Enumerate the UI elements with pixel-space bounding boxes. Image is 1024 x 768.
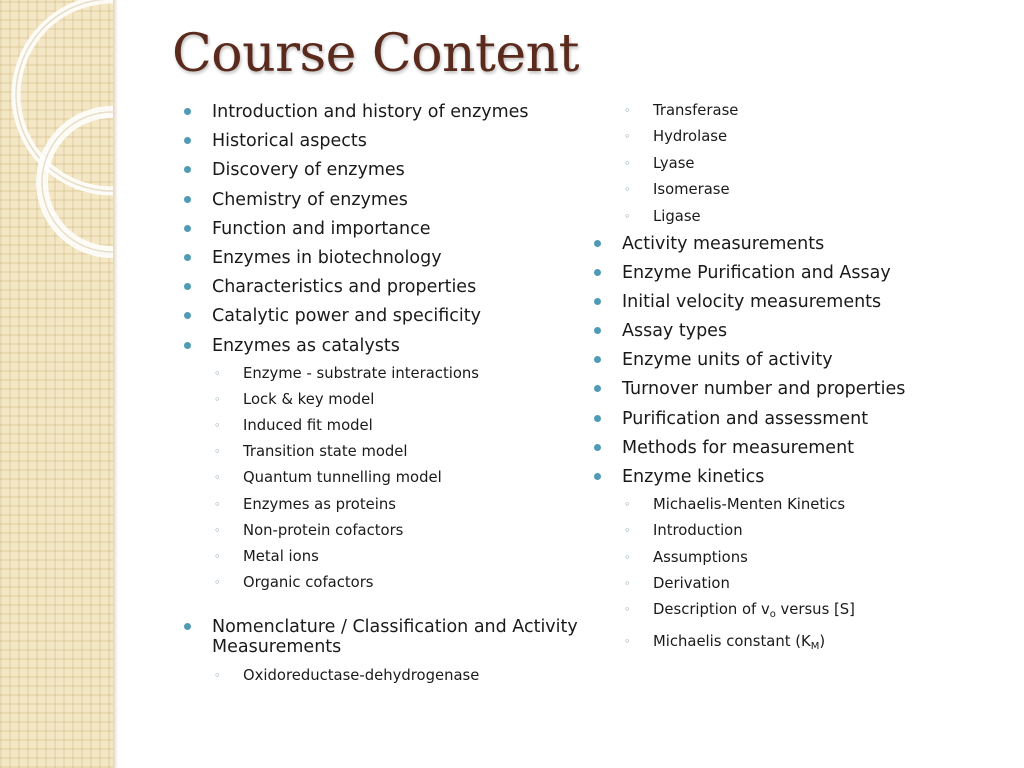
hollow-circle-bullet-icon: ◦	[624, 524, 631, 538]
bullet-text: Michaelis constant $(K_M)$	[653, 632, 826, 652]
filled-circle-bullet-icon	[594, 444, 601, 451]
sub-bullet-item	[184, 417, 594, 434]
decorative-side-panel	[0, 0, 113, 768]
hollow-circle-bullet-icon: ◦	[624, 634, 631, 648]
hollow-circle-bullet-icon: ◦	[624, 183, 631, 197]
subscript: M	[810, 640, 820, 652]
hollow-circle-bullet-icon: ◦	[214, 550, 221, 563]
filled-circle-bullet-icon	[594, 415, 601, 422]
filled-circle-bullet-icon	[184, 312, 191, 319]
bullet-text: Derivation	[653, 574, 730, 592]
bullet-text: Induced fit model	[243, 417, 373, 435]
hollow-circle-bullet-icon: ◦	[214, 523, 221, 537]
bullet-item	[594, 409, 1014, 429]
bullet-item	[594, 438, 1014, 458]
bullet-text: Methods for measurement	[622, 437, 855, 458]
bullet-item	[184, 248, 594, 268]
bullet-item	[594, 379, 1014, 399]
sub-bullet-item	[594, 575, 1014, 592]
bullet-text: Characteristics and properties	[212, 277, 477, 298]
bullet-text: Function and importance	[212, 218, 431, 239]
bullet-text: Historical aspects	[212, 131, 367, 152]
bullet-item	[184, 190, 594, 210]
sub-bullet-item	[594, 601, 1014, 623]
bullet-text: Transferase	[653, 102, 739, 119]
left-content-column	[184, 102, 594, 693]
sub-bullet-item	[594, 208, 1014, 225]
sub-bullet-item	[594, 128, 1014, 145]
bullet-item	[184, 617, 594, 657]
hollow-circle-bullet-icon: ◦	[624, 104, 631, 117]
bullet-text: Hydrolase	[653, 128, 728, 146]
filled-circle-bullet-icon	[184, 166, 191, 173]
bullet-item	[594, 263, 1014, 283]
sub-bullet-item	[184, 667, 594, 684]
bullet-text: Nomenclature / Classification and Activity Measurements	[212, 617, 578, 658]
hollow-circle-bullet-icon: ◦	[624, 497, 631, 511]
bullet-text: Purification and assessment	[622, 408, 869, 429]
filled-circle-bullet-icon	[184, 108, 191, 115]
filled-circle-bullet-icon	[184, 254, 191, 261]
bullet-item	[594, 350, 1014, 370]
hollow-circle-bullet-icon: ◦	[214, 668, 221, 682]
bullet-text: Introduction and history of enzymes	[212, 102, 529, 122]
filled-circle-bullet-icon	[184, 623, 191, 630]
sub-bullet-item	[184, 574, 594, 591]
sub-bullet-item	[594, 633, 1014, 655]
filled-circle-bullet-icon	[184, 283, 191, 290]
bullet-item	[184, 131, 594, 151]
bullet-text: Enzymes as proteins	[243, 495, 396, 513]
bullet-text: Assay types	[622, 321, 728, 342]
bullet-text: Enzymes as catalysts	[212, 335, 400, 356]
bullet-text: Enzyme units of activity	[622, 350, 833, 371]
bullet-text: Discovery of enzymes	[212, 160, 405, 181]
sub-bullet-item	[184, 496, 594, 513]
bullet-text: Non-protein cofactors	[243, 521, 404, 539]
sub-bullet-item	[594, 155, 1014, 172]
sub-bullet-item	[184, 365, 594, 382]
bullet-text: Michaelis-Menten Kinetics	[653, 495, 846, 513]
sub-bullet-item	[184, 443, 594, 460]
sub-bullet-item	[184, 548, 594, 565]
sub-bullet-item	[594, 181, 1014, 198]
hollow-circle-bullet-icon: ◦	[624, 576, 631, 590]
sub-bullet-item	[184, 391, 594, 408]
bullet-text: Activity measurements	[622, 233, 825, 254]
hollow-circle-bullet-icon: ◦	[214, 366, 221, 380]
left-bullet-list	[184, 102, 594, 684]
slide-title: Course Content	[172, 24, 580, 84]
bullet-item	[594, 467, 1014, 487]
bullet-text: Catalytic power and specificity	[212, 306, 481, 327]
hollow-circle-bullet-icon: ◦	[624, 156, 631, 170]
bullet-text: Turnover number and properties	[622, 379, 906, 400]
filled-circle-bullet-icon	[594, 269, 601, 276]
sub-bullet-item	[184, 522, 594, 539]
bullet-item	[184, 306, 594, 326]
hollow-circle-bullet-icon: ◦	[624, 603, 631, 617]
hollow-circle-bullet-icon: ◦	[214, 576, 221, 590]
filled-circle-bullet-icon	[184, 137, 191, 144]
bullet-text: Metal ions	[243, 548, 319, 565]
right-content-column	[594, 102, 1014, 664]
hollow-circle-bullet-icon: ◦	[214, 445, 221, 459]
decorative-rings	[0, 0, 113, 768]
filled-circle-bullet-icon	[184, 225, 191, 232]
bullet-text: Oxidoreductase-dehydrogenase	[243, 666, 480, 684]
side-panel-edge	[113, 0, 118, 768]
filled-circle-bullet-icon	[594, 327, 601, 334]
bullet-item	[184, 102, 594, 122]
sub-bullet-item	[184, 469, 594, 486]
bullet-text: Description of $v_o$ versus [S]	[653, 601, 855, 621]
bullet-text: Quantum tunnelling model	[243, 469, 442, 487]
hollow-circle-bullet-icon: ◦	[214, 419, 221, 433]
bullet-text: Assumptions	[653, 548, 748, 566]
bullet-text: Introduction	[653, 522, 743, 540]
bullet-text: Lock & key model	[243, 390, 375, 408]
bullet-text: Enzyme - substrate interactions	[243, 364, 479, 382]
hollow-circle-bullet-icon: ◦	[624, 550, 631, 564]
bullet-text: Transition state model	[243, 443, 408, 461]
sub-bullet-item	[594, 496, 1014, 513]
bullet-item	[184, 277, 594, 297]
filled-circle-bullet-icon	[184, 342, 191, 349]
hollow-circle-bullet-icon: ◦	[214, 471, 221, 485]
sub-bullet-item	[594, 522, 1014, 539]
bullet-text: Isomerase	[653, 181, 730, 199]
bullet-item	[594, 292, 1014, 312]
hollow-circle-bullet-icon: ◦	[214, 497, 221, 511]
filled-circle-bullet-icon	[594, 385, 601, 392]
hollow-circle-bullet-icon: ◦	[624, 130, 631, 144]
filled-circle-bullet-icon	[594, 298, 601, 305]
bullet-item	[594, 321, 1014, 341]
bullet-text: Initial velocity measurements	[622, 292, 882, 313]
bullet-text: Enzymes in biotechnology	[212, 247, 442, 268]
filled-circle-bullet-icon	[184, 196, 191, 203]
filled-circle-bullet-icon	[594, 356, 601, 363]
list-spacer	[184, 600, 594, 617]
hollow-circle-bullet-icon: ◦	[214, 392, 221, 406]
bullet-item	[184, 219, 594, 239]
bullet-text: Enzyme Purification and Assay	[622, 263, 891, 284]
bullet-item	[594, 234, 1014, 254]
bullet-text: Chemistry of enzymes	[212, 189, 408, 210]
filled-circle-bullet-icon	[594, 240, 601, 247]
bullet-item	[184, 336, 594, 356]
hollow-circle-bullet-icon: ◦	[624, 209, 631, 223]
subscript: o	[769, 609, 776, 621]
bullet-text: Ligase	[653, 207, 701, 225]
sub-bullet-item	[594, 549, 1014, 566]
bullet-item	[184, 160, 594, 180]
sub-bullet-item	[594, 102, 1014, 119]
filled-circle-bullet-icon	[594, 473, 601, 480]
bullet-text: Enzyme kinetics	[622, 466, 765, 487]
bullet-text: Organic cofactors	[243, 574, 374, 592]
bullet-text: Lyase	[653, 154, 695, 172]
right-bullet-list	[594, 102, 1014, 655]
